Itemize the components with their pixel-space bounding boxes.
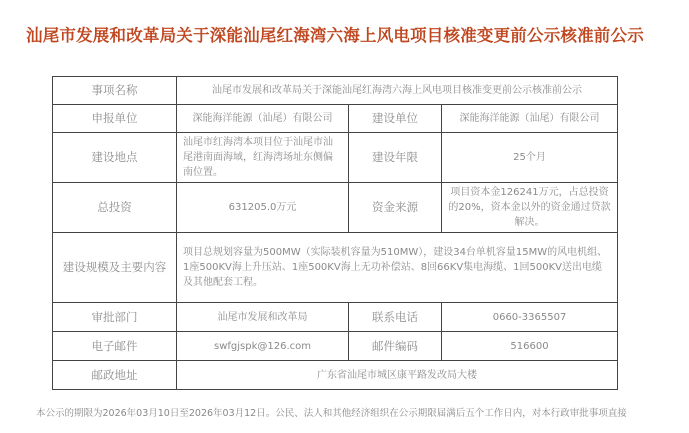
project-info-table — [52, 76, 618, 390]
investment-value: 631205.0万元 — [177, 183, 349, 233]
table-row — [53, 332, 618, 361]
postcode-value: 516600 — [442, 332, 618, 361]
scale-label: 建设规模及主要内容 — [53, 233, 177, 303]
duration-value: 25个月 — [442, 133, 618, 183]
phone-value: 0660-3365507 — [442, 303, 618, 332]
applicant-value: 深能海洋能源（汕尾）有限公司 — [177, 105, 349, 133]
location-label: 建设地点 — [53, 133, 177, 183]
table-row — [53, 77, 618, 105]
applicant-label: 申报单位 — [53, 105, 177, 133]
builder-value: 深能海洋能源（汕尾）有限公司 — [442, 105, 618, 133]
notice-text: 本公示的期限为2026年03月10日至2026年03月12日。公民、法人和其他经济组织在公示期限届满后五个工作日内，对本行政审批事项直接 — [36, 408, 627, 419]
page-title: 汕尾市发展和改革局关于深能汕尾红海湾六海上风电项目核准变更前公示核准前公示 — [26, 26, 644, 45]
email-value: swfgjspk@126.com — [177, 332, 349, 361]
scale-value: 项目总规划容量为500MW（实际装机容量为510MW），建设34台单机容量15MW的风电机组、1座500KV海上升压站、1座500KV海上无功补偿站、8回66KV集电海缆、1回500KV送出电缆及其他配套工程。 — [177, 233, 618, 303]
location-value: 汕尾市红海湾本项目位于汕尾市汕尾港南面海域，红海湾场址东侧偏南位置。 — [177, 133, 349, 183]
duration-label: 建设年限 — [349, 133, 442, 183]
funding-value: 项目资本金126241万元，占总投资的20%，资本金以外的资金通过贷款解决。 — [442, 183, 618, 233]
phone-label: 联系电话 — [349, 303, 442, 332]
dept-value: 汕尾市发展和改革局 — [177, 303, 349, 332]
table-row — [53, 233, 618, 303]
dept-label: 审批部门 — [53, 303, 177, 332]
address-value: 广东省汕尾市城区康平路发改局大楼 — [177, 361, 618, 390]
table-row — [53, 303, 618, 332]
table-row — [53, 105, 618, 133]
item-name-label: 事项名称 — [53, 77, 177, 105]
builder-label: 建设单位 — [349, 105, 442, 133]
address-label: 邮政地址 — [53, 361, 177, 390]
postcode-label: 邮件编码 — [349, 332, 442, 361]
funding-label: 资金来源 — [349, 183, 442, 233]
email-label: 电子邮件 — [53, 332, 177, 361]
table-row — [53, 183, 618, 233]
item-name-value: 汕尾市发展和改革局关于深能汕尾红海湾六海上风电项目核准变更前公示核准前公示 — [177, 77, 618, 105]
table-row — [53, 361, 618, 390]
investment-label: 总投资 — [53, 183, 177, 233]
table-row — [53, 133, 618, 183]
